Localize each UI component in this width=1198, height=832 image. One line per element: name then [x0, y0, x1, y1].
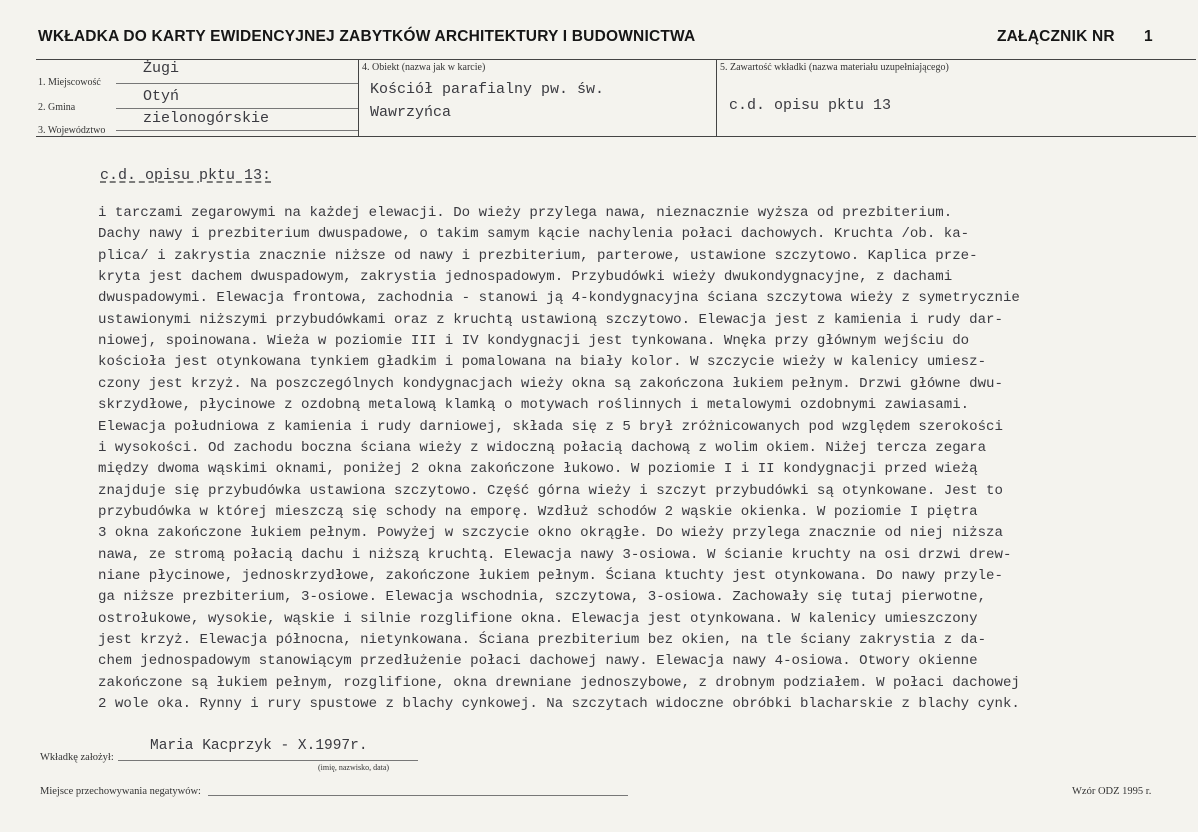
text-line: 3 okna zakończone łukiem pełnym. Powyżej w szczycie okno okrągłe. Do wieży przylega znacznie od niej niższa — [98, 525, 1003, 542]
text-line: 2 wole oka. Rynny i rury spustowe z blachy cynkowej. Na szczytach widoczne obróbki blacharskie z blachy cynk. — [98, 696, 1020, 713]
object-value-line1: Kościół parafialny pw. św. — [370, 81, 605, 98]
text-line: czony jest krzyż. Na poszczególnych kondygnacjach wieży okna są zakończona łukiem pełnym. Drzwi główne dwu- — [98, 375, 1003, 392]
text-line: dwuspadowymi. Elewacja frontowa, zachodnia - stanowi ją 4-kondygnacyjna ściana szczytowa wieży z symetrycznie — [98, 290, 1020, 307]
locality-label: 1. Miejscowość — [38, 77, 101, 88]
annex-number: 1 — [1144, 28, 1153, 45]
text-line: przybudówka w której mieszczą się schody na emporę. Wzdłuż schodów 2 wąskie okienka. W poziomie I piętra — [98, 503, 978, 520]
text-line: Dachy nawy i prezbiterium dwuspadowe, o takim samym kącie nachylenia połaci dachowych. Kruchta /ob. ka- — [98, 226, 970, 243]
text-line: zakończone są łukiem pełnym, rozglifione, okna drewniane jednoszybowe, z drobnym podziałem. W połaci dachowej — [98, 674, 1020, 691]
text-line: Elewacja południowa z kamienia i rudy darniowej, składa się z 5 brył zróżnicowanych pod względem szerokości — [98, 418, 1003, 435]
commune-value: Otyń — [143, 88, 180, 105]
author-label: Wkładkę założył: — [40, 752, 114, 763]
annex-label: ZAŁĄCZNIK NR — [997, 28, 1115, 45]
author-hint: (imię, nazwisko, data) — [318, 763, 390, 772]
locality-value: Żugi — [143, 60, 180, 77]
text-line: niowej, spoinowana. Wieża w poziomie III i IV kondygnacji jest tynkowana. Wnęka przy głównym wejściu do — [98, 333, 970, 350]
form-code: Wzór ODZ 1995 r. — [1072, 786, 1152, 797]
text-line: skrzydłowe, płycinowe z ozdobną metalową klamką o motywach roślinnych i metalowymi ozdobnymi zawiasami. — [98, 397, 970, 414]
text-line: ustawionymi niższymi przybudówkami oraz z kruchtą ustawioną szczytowo. Elewacja jest z kamienia i rudy dar- — [98, 311, 1003, 328]
text-line: ostrołukowe, wysokie, wąskie i silnie rozglifione okna. Elewacja jest otynkowana. W kalenicy umieszczony — [98, 610, 978, 627]
text-line: plica/ i zakrystia znacznie niższe od nawy i prezbiterium, parterowe, ustawione szczytowo. Kaplica prze- — [98, 247, 978, 264]
text-line: nawa, ze stromą połacią dachu i niższą kruchtą. Elewacja nawy 3-osiowa. W ścianie kruchty na osi drzwi drew- — [98, 546, 1012, 563]
voivodeship-value: zielonogórskie — [143, 110, 270, 127]
contents-value: c.d. opisu pktu 13 — [729, 97, 892, 114]
text-line: ga niższe prezbiterium, 3-osiowe. Elewacja wschodnia, szczytowa, 3-osiowa. Zachowały się tutaj pierwotne, — [98, 589, 987, 606]
contents-label: 5. Zawartość wkładki (nazwa materiału uzupełniającego) — [720, 62, 949, 73]
text-line: i wysokości. Od zachodu boczna ściana wieży z widoczną połacią dachową z wolim okiem. Niżej tercza zegara — [98, 439, 987, 456]
voivodeship-label: 3. Województwo — [38, 125, 106, 136]
commune-label: 2. Gmina — [38, 102, 76, 113]
object-value-line2: Wawrzyńca — [370, 104, 452, 121]
text-line: chem jednospadowym stanowiącym przedłużenie połaci dachowej nawy. Elewacja nawy 4-osiowa. Otwory okienne — [98, 653, 978, 670]
text-line: kościoła jest otynkowana tynkiem gładkim i pomalowana na biały kolor. W szczycie wieży w kalenicy umiesz- — [98, 354, 987, 371]
storage-label: Miejsce przechowywania negatywów: — [40, 786, 201, 797]
text-line: i tarczami zegarowymi na każdej elewacji. Do wieży przylega nawa, nieznacznie wyższa od prezbiterium. — [98, 205, 953, 221]
text-line: kryta jest dachem dwuspadowym, zakrystia jednospadowym. Przybudówki wieży dwukondygnacyjne, z dachami — [98, 269, 953, 286]
object-label: 4. Obiekt (nazwa jak w karcie) — [362, 62, 486, 73]
author-value: Maria Kacprzyk - X.1997r. — [150, 738, 368, 754]
text-line: między dwoma wąskimi oknami, poniżej 2 okna zakończone łukowo. W poziomie I i II kondygnacji przed wieżą — [98, 461, 978, 478]
body-heading: c.d. opisu pktu 13: — [100, 167, 272, 184]
text-line: znajduje się przybudówka ustawiona szczytowo. Część górna wieży i szczyt przybudówki są otynkowane. Jest to — [98, 482, 1003, 499]
form-title: WKŁADKA DO KARTY EWIDENCYJNEJ ZABYTKÓW ARCHITEKTURY I BUDOWNICTWA — [38, 28, 696, 45]
text-line: jest krzyż. Elewacja północna, nietynkowana. Ściana prezbiterium bez okien, na tle ściany zakrystia z da- — [98, 632, 987, 648]
text-line: niane płycinowe, jednoskrzydłowe, zakończone łukiem pełnym. Ściana ktuchty jest otynkowana. Do nawy przyle- — [98, 567, 1003, 584]
